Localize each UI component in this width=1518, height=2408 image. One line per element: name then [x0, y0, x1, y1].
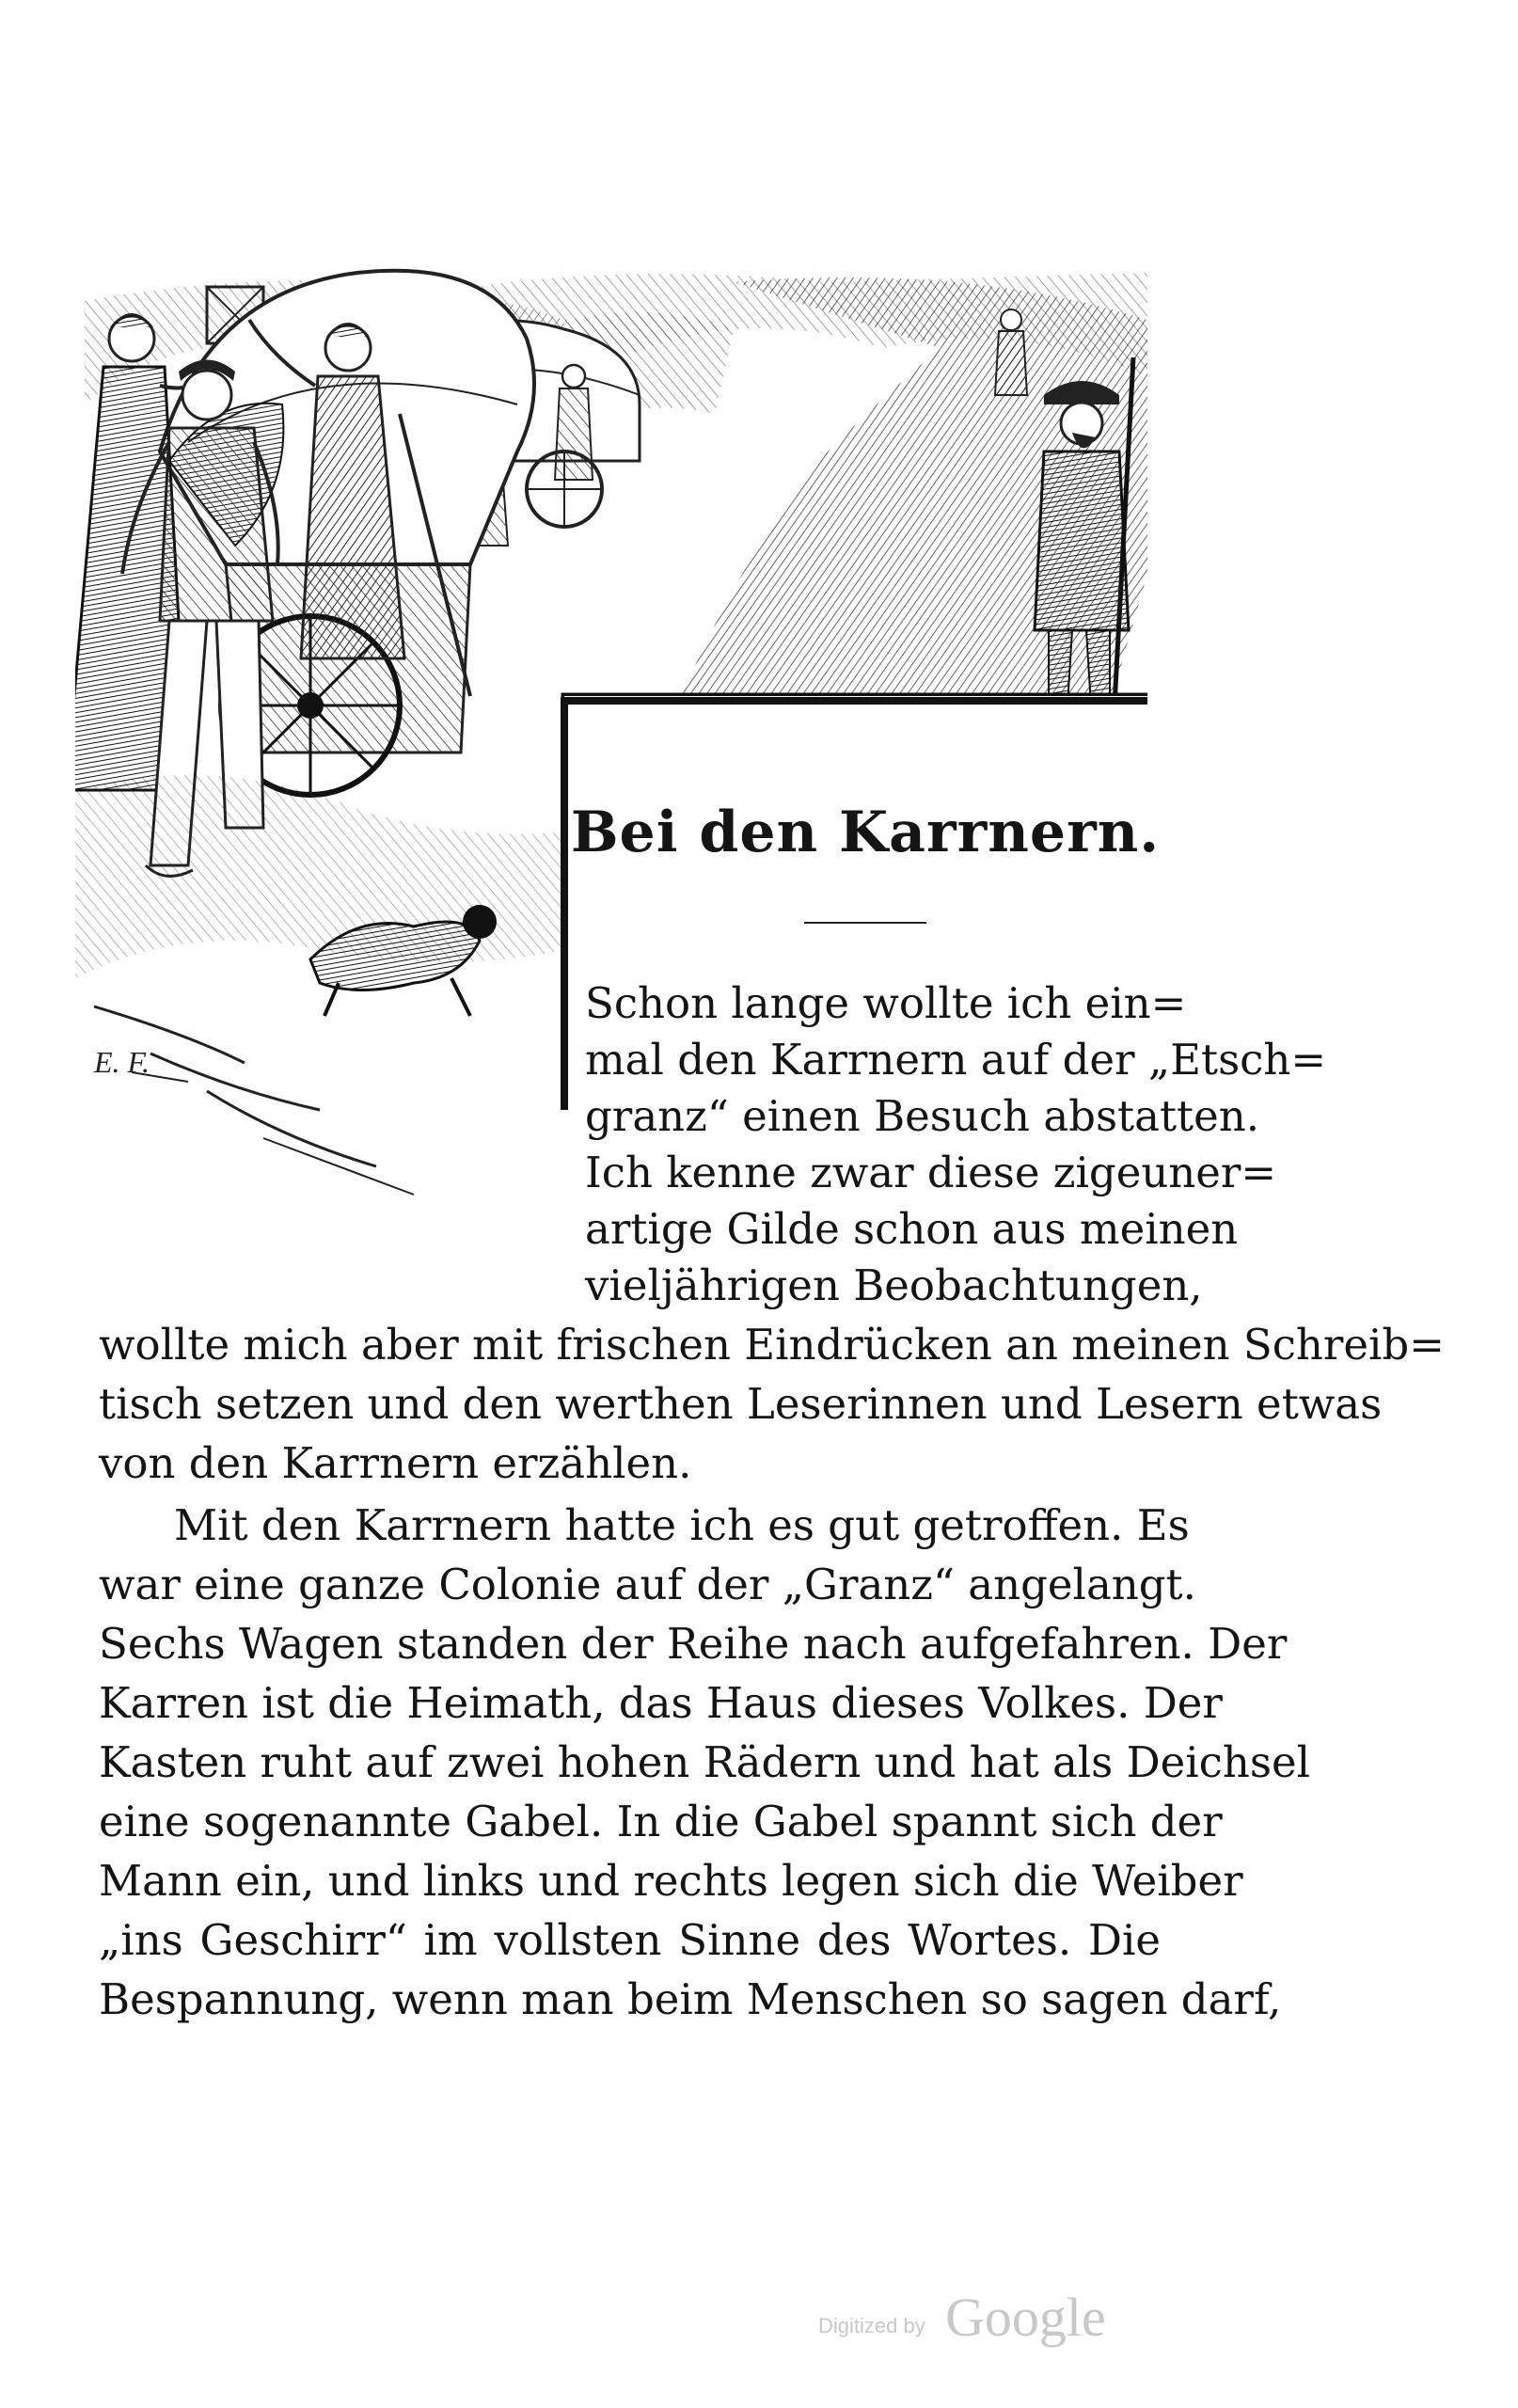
text-line: Kasten ruht auf zwei hohen Rädern und hat als Deichsel	[99, 1737, 1310, 1787]
text-line: tisch setzen und den werthen Leserinnen und Lesern etwas	[99, 1379, 1383, 1429]
artist-signature: E. F.	[94, 1045, 150, 1079]
text-line: Sechs Wagen standen der Reihe nach aufgefahren. Der	[99, 1619, 1288, 1669]
text-line: wollte mich aber mit frischen Eindrücken an meinen Schreib=	[99, 1320, 1445, 1370]
text-line: vieljährigen Beobachtungen,	[585, 1260, 1203, 1310]
text-line: war eine ganze Colonie auf der „Granz“ angelangt.	[99, 1560, 1196, 1609]
text-line: Ich kenne zwar diese zigeuner=	[585, 1148, 1277, 1197]
text-line: artige Gilde schon aus meinen	[585, 1204, 1239, 1254]
text-line: mal den Karrnern auf der „Etsch=	[585, 1035, 1327, 1085]
text-line: Bespannung, wenn man beim Menschen so sagen darf,	[99, 1974, 1282, 2024]
text-line: „ins Geschirr“ im vollsten Sinne des Wortes. Die	[99, 1915, 1161, 1965]
google-watermark	[818, 2286, 1129, 2352]
watermark-prefix: Digitized by	[818, 2314, 925, 2337]
text-line: von den Karrnern erzählen.	[99, 1438, 692, 1488]
text-line: Mit den Karrnern hatte ich es gut getroffen. Es	[174, 1500, 1190, 1550]
text-line: Karren ist die Heimath, das Haus dieses Volkes. Der	[99, 1678, 1223, 1728]
text-line: granz“ einen Besuch abstatten.	[585, 1091, 1260, 1141]
chapter-title: Bei den Karrnern.	[570, 800, 1161, 865]
title-divider	[804, 922, 926, 924]
text-line: Mann ein, und links und rechts legen sich die Weiber	[99, 1856, 1243, 1906]
text-line: eine sogenannte Gabel. In die Gabel spannt sich der	[99, 1797, 1223, 1846]
watermark-brand: Google	[945, 2287, 1106, 2348]
text-line: Schon lange wollte ich ein=	[585, 978, 1187, 1028]
